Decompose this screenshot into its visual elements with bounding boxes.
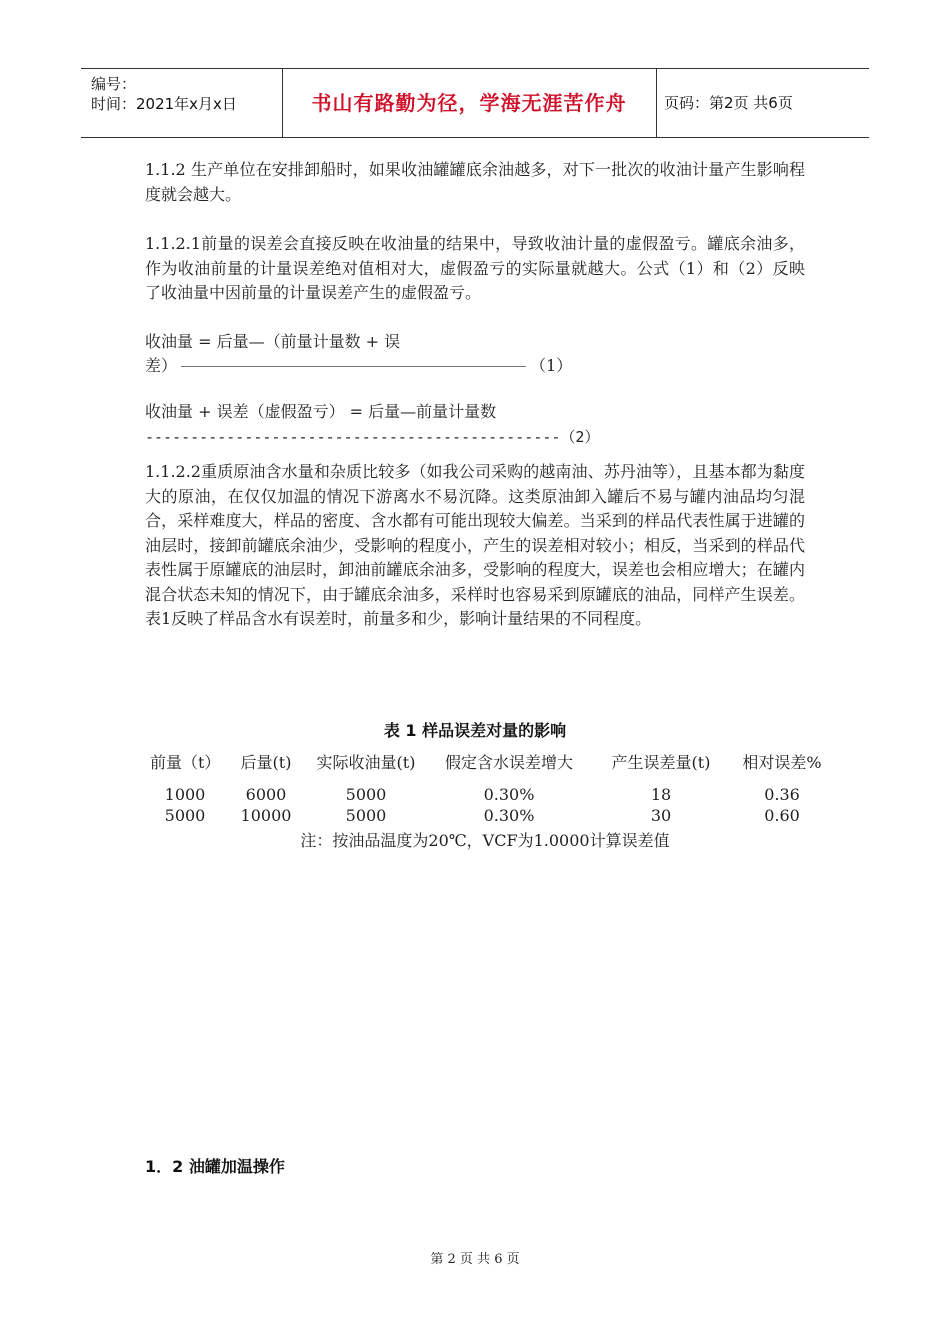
- header-cell-post-volume: 后量(t): [240, 752, 292, 772]
- table-header-row: [150, 740, 840, 784]
- table-title: 表 1 样品误差对量的影响: [383, 721, 567, 740]
- table-cell: 5000: [345, 785, 387, 804]
- table-cell: 0.36: [764, 785, 800, 804]
- page-header: [81, 68, 869, 138]
- paragraph-1-1-2-2: 1.1.2.2重质原油含水量和杂质比较多（如我公司采购的越南油、苏丹油等），且基本都为黏度大的原油，在仅仅加温的情况下游离水不易沉降。这类原油卸入罐后不易与罐内油品均匀混合，采样难度大，样品的密度、含水都有可能出现较大偏差。当采到的样品代表性属于进罐的油层时，接卸前罐底余油少，受影响的程度小，产生的误差相对较小；相反，当采到的样品代表性属于原罐底的油层时，卸油前罐底余油多，受影响的程度大，误差也会相应增大；在罐内混合状态未知的情况下，由于罐底余油多，采样时也容易采到原罐底的油品，同样产生误差。表1反映了样品含水有误差时，前量多和少，影响计量结果的不同程度。: [145, 462, 805, 628]
- paragraph-1-1-2-1: 1.1.2.1前量的误差会直接反映在收油量的结果中，导致收油计量的虚假盈亏。罐底余油多，作为收油前量的计量误差绝对值相对大，虚假盈亏的实际量就越大。公式（1）和（2）反映了收油量中因前量的计量误差产生的虚假盈亏。: [145, 234, 805, 302]
- equation-1-leader-line: [181, 366, 526, 367]
- table-cell: 0.30%: [483, 785, 535, 804]
- serial-label: 编号：: [91, 75, 137, 93]
- table-cell: 0.30%: [483, 806, 535, 825]
- table-cell: 0.60: [764, 806, 800, 825]
- table-cell: 10000: [240, 806, 292, 825]
- header-motto: 书山有路勤为径，学海无涯苦作舟: [282, 69, 657, 137]
- header-cell-relative-error: 相对误差%: [742, 752, 822, 772]
- table-cell: 5000: [345, 806, 387, 825]
- equation-1-line-1: 收油量 = 后量—（前量计量数 + 误: [145, 332, 401, 351]
- equation-1-number: （1）: [530, 356, 573, 375]
- table-cell: 30: [650, 806, 672, 825]
- table-cell: 1000: [164, 785, 206, 804]
- equation-2-line-2: ----------------------------------------------（2）: [145, 428, 600, 446]
- page-footer: 第 2 页 共 6 页: [430, 1252, 520, 1267]
- section-heading: 1．2 油罐加温操作: [145, 1157, 285, 1176]
- header-meta: [81, 69, 283, 137]
- table-cell: 5000: [164, 806, 206, 825]
- header-cell-pre-volume: 前量（t）: [150, 752, 221, 772]
- header-cell-actual-received: 实际收油量(t): [316, 752, 416, 772]
- equation-1-line-2: [145, 354, 572, 378]
- header-page-info: 页码：第2页 共6页: [664, 94, 793, 112]
- table-cell: 6000: [245, 785, 287, 804]
- equation-2-line-1: 收油量 + 误差（虚假盈亏） = 后量—前量计量数: [145, 402, 497, 421]
- table-row: [150, 805, 840, 826]
- paragraph-1-1-2: 1.1.2 生产单位在安排卸船时，如果收油罐罐底余油越多，对下一批次的收油计量产生影响程度就会越大。: [145, 160, 805, 204]
- header-cell-error-amount: 产生误差量(t): [611, 752, 711, 772]
- date-text: 时间：2021年x月x日: [91, 95, 237, 113]
- table-note: 注：按油品温度为20℃，VCF为1.0000计算误差值: [300, 831, 670, 850]
- error-impact-table: [150, 740, 840, 826]
- table-cell: 18: [650, 785, 672, 804]
- equation-1-continuation: 差）: [145, 356, 178, 375]
- header-cell-water-error: 假定含水误差增大: [444, 752, 573, 772]
- table-row: [150, 784, 840, 805]
